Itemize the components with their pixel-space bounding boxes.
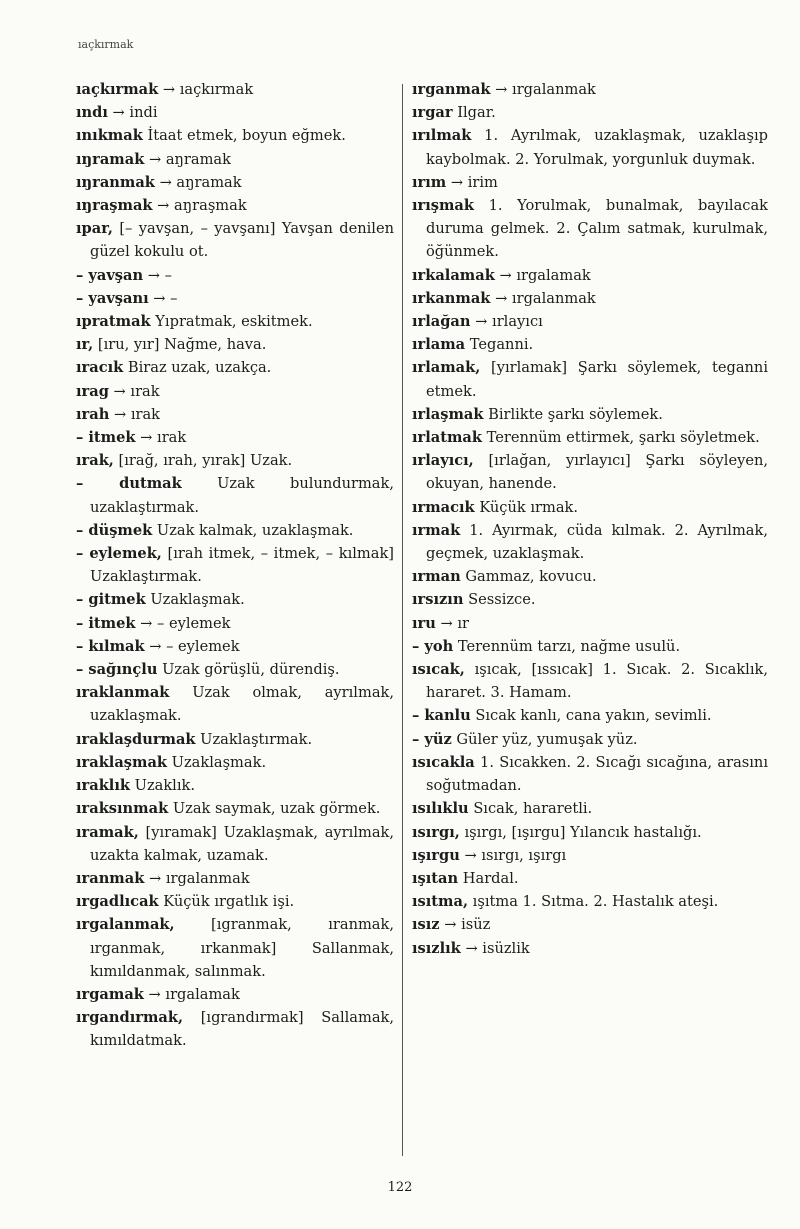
dictionary-entry bbox=[412, 78, 768, 101]
headword: ırgar bbox=[412, 104, 453, 122]
definition: Uzaklaşmak. bbox=[171, 753, 267, 771]
definition: Küçük ırmak. bbox=[479, 498, 579, 516]
headword: ınıkmak bbox=[76, 127, 143, 145]
definition: Gammaz, kovucu. bbox=[465, 568, 597, 586]
dictionary-entry bbox=[76, 612, 394, 635]
definition: Hardal. bbox=[462, 869, 519, 887]
definition: → aŋramak bbox=[148, 150, 231, 168]
headword: ısıtma, bbox=[412, 893, 469, 911]
headword: ırsızın bbox=[412, 591, 464, 609]
definition: [– yavşan, – yavşanı] Yavşan denilen güzel kokulu ot. bbox=[90, 220, 395, 261]
definition: Uzaklaştırmak. bbox=[200, 730, 313, 748]
definition: ışırgı, [ışırgu] Yılancık hastalığı. bbox=[464, 823, 702, 841]
definition: [ıgranmak, ıranmak, ırganmak, ırkanmak] Sallanmak, kımıldanmak, salınmak. bbox=[90, 916, 394, 980]
headword: – yavşan bbox=[76, 266, 144, 284]
dictionary-entry bbox=[76, 1006, 394, 1052]
definition: → aŋraşmak bbox=[157, 197, 247, 215]
definition: Uzak kalmak, uzaklaşmak. bbox=[156, 521, 354, 539]
headword: ırkalamak bbox=[412, 266, 495, 284]
dictionary-entry bbox=[412, 356, 768, 402]
dictionary-entry bbox=[76, 728, 394, 751]
dictionary-entry bbox=[412, 310, 768, 333]
dictionary-entry bbox=[76, 78, 394, 101]
definition: → ısırgı, ışırgı bbox=[464, 846, 567, 864]
definition: → ırgalamak bbox=[148, 985, 240, 1003]
headword: ırman bbox=[412, 568, 461, 586]
definition: Uzaklaşmak. bbox=[150, 591, 245, 609]
dictionary-entry bbox=[412, 124, 768, 170]
headword: – dutmak bbox=[76, 475, 182, 493]
headword: ırılmak bbox=[412, 127, 472, 145]
dictionary-entry bbox=[412, 937, 768, 960]
definition: 1. Ayırmak, cüda kılmak. 2. Ayrılmak, geçmek, uzaklaşmak. bbox=[426, 521, 768, 563]
headword: ırgamak bbox=[76, 985, 144, 1003]
headword: ıŋranmak bbox=[76, 173, 155, 191]
headword: ıpratmak bbox=[76, 313, 151, 331]
dictionary-entry bbox=[76, 449, 394, 472]
definition: [ırağ, ırah, yırak] Uzak. bbox=[118, 452, 293, 470]
headword: ıraklaşmak bbox=[76, 753, 168, 771]
dictionary-entry bbox=[76, 287, 394, 310]
headword: ısırgı, bbox=[412, 823, 460, 841]
headword: ırah bbox=[76, 405, 110, 423]
headword: ırlama bbox=[412, 336, 466, 354]
definition: → ırgalamak bbox=[499, 266, 591, 284]
dictionary-entry bbox=[76, 913, 394, 983]
dictionary-entry bbox=[412, 496, 768, 519]
definition: Terennüm ettirmek, şarkı söyletmek. bbox=[486, 429, 760, 447]
definition: → ırgalanmak bbox=[495, 289, 596, 307]
headword: ışıtan bbox=[412, 869, 459, 887]
dictionary-entry bbox=[412, 867, 768, 890]
headword: – sağınçlu bbox=[76, 661, 158, 679]
dictionary-entry bbox=[76, 821, 394, 867]
definition: Terennüm tarzı, nağme usulü. bbox=[457, 637, 681, 655]
definition: Uzak saymak, uzak görmek. bbox=[172, 800, 381, 818]
dictionary-entry bbox=[76, 890, 394, 913]
headword: ıraksınmak bbox=[76, 800, 169, 818]
dictionary-entry bbox=[76, 472, 394, 518]
dictionary-entry bbox=[412, 333, 768, 356]
dictionary-entry bbox=[76, 148, 394, 171]
dictionary-entry bbox=[76, 635, 394, 658]
dictionary-entry bbox=[412, 565, 768, 588]
definition: [ıgrandırmak] Sallamak, kımıldatmak. bbox=[90, 1009, 394, 1050]
definition: Uzaklık. bbox=[134, 777, 195, 795]
dictionary-entry bbox=[412, 704, 768, 727]
definition: → ır bbox=[440, 614, 469, 632]
running-head: ıaçkırmak bbox=[78, 38, 134, 51]
definition: [yıramak] Uzaklaşmak, ayrılmak, uzakta kalmak, uzamak. bbox=[90, 823, 395, 864]
dictionary-entry bbox=[412, 101, 768, 124]
definition: → irim bbox=[450, 173, 498, 191]
definition: Küçük ırgatlık işi. bbox=[163, 893, 295, 911]
headword: ıpar, bbox=[76, 220, 113, 238]
definition: Sıcak, hararetli. bbox=[473, 800, 593, 818]
definition: → isüz bbox=[444, 916, 491, 934]
dictionary-entry bbox=[76, 217, 394, 263]
definition: → ırgalanmak bbox=[148, 869, 250, 887]
headword: ısızlık bbox=[412, 939, 461, 957]
dictionary-entry bbox=[76, 171, 394, 194]
headword: ıŋramak bbox=[76, 150, 145, 168]
definition: 1. Sıcakken. 2. Sıcağı sıcağına, arasını soğutmadan. bbox=[426, 753, 769, 795]
dictionary-entry bbox=[76, 774, 394, 797]
dictionary-entry bbox=[76, 519, 394, 542]
definition: Ilgar. bbox=[457, 104, 496, 122]
definition: ışıcak, [ıssıcak] 1. Sıcak. 2. Sıcaklık, hararet. 3. Hamam. bbox=[426, 661, 768, 702]
headword: ısıcak, bbox=[412, 661, 465, 679]
headword: ırgadlıcak bbox=[76, 893, 159, 911]
headword: ırlatmak bbox=[412, 429, 482, 447]
headword: ıaçkırmak bbox=[76, 81, 159, 98]
dictionary-entry bbox=[76, 264, 394, 287]
definition: [ıru, yır] Nağme, hava. bbox=[97, 336, 267, 354]
headword: ırım bbox=[412, 173, 447, 191]
dictionary-entry bbox=[412, 797, 768, 820]
definition: → – bbox=[153, 289, 178, 307]
definition: → aŋramak bbox=[159, 173, 242, 191]
dictionary-entry bbox=[76, 588, 394, 611]
dictionary-entry bbox=[412, 635, 768, 658]
definition: 1. Ayrılmak, uzaklaşmak, uzaklaşıp kaybolmak. 2. Yorulmak, yorgunluk duymak. bbox=[426, 127, 769, 168]
headword: ıraklanmak bbox=[76, 684, 170, 702]
page-number: 122 bbox=[387, 1180, 413, 1195]
headword: ırak, bbox=[76, 452, 114, 470]
headword: – düşmek bbox=[76, 521, 153, 539]
headword: ırlayıcı, bbox=[412, 452, 474, 470]
dictionary-entry bbox=[76, 542, 394, 588]
dictionary-entry bbox=[412, 890, 768, 913]
definition: Güler yüz, yumuşak yüz. bbox=[456, 730, 638, 748]
dictionary-entry bbox=[412, 194, 768, 264]
definition: → ırgalanmak bbox=[495, 81, 596, 98]
headword: ıranmak bbox=[76, 869, 145, 887]
definition: → indi bbox=[112, 104, 158, 122]
dictionary-entry bbox=[412, 519, 768, 565]
definition: ışıtma 1. Sıtma. 2. Hastalık ateşi. bbox=[472, 893, 719, 911]
definition: Teganni. bbox=[469, 336, 534, 354]
dictionary-entry bbox=[76, 310, 394, 333]
definition: → ıaçkırmak bbox=[162, 81, 254, 98]
headword: ıracık bbox=[76, 359, 124, 377]
dictionary-entry bbox=[76, 194, 394, 217]
headword: ırışmak bbox=[412, 197, 475, 215]
dictionary-entry bbox=[76, 797, 394, 820]
dictionary-entry bbox=[412, 287, 768, 310]
headword: ırmacık bbox=[412, 498, 475, 516]
headword: ıraklık bbox=[76, 777, 130, 795]
definition: → – bbox=[147, 266, 172, 284]
headword: – itmek bbox=[76, 614, 136, 632]
dictionary-entry bbox=[412, 171, 768, 194]
definition: → ırlayıcı bbox=[475, 313, 543, 331]
dictionary-entry bbox=[412, 913, 768, 936]
headword: ırganmak bbox=[412, 81, 491, 98]
headword: ıŋraşmak bbox=[76, 197, 153, 215]
dictionary-entry bbox=[76, 658, 394, 681]
headword: ıraklaşdurmak bbox=[76, 730, 196, 748]
headword: ısız bbox=[412, 916, 440, 934]
definition: Uzak olmak, ayrılmak, uzaklaşmak. bbox=[90, 684, 394, 725]
dictionary-entry bbox=[76, 426, 394, 449]
dictionary-entry bbox=[412, 403, 768, 426]
headword: ırkanmak bbox=[412, 289, 491, 307]
headword: ır, bbox=[76, 336, 94, 354]
dictionary-entry bbox=[412, 426, 768, 449]
headword: – itmek bbox=[76, 429, 136, 447]
definition: 1. Yorulmak, bunalmak, bayılacak duruma gelmek. 2. Çalım satmak, kurulmak, öğünmek. bbox=[426, 197, 768, 261]
headword: ışırgu bbox=[412, 846, 460, 864]
definition: → – eylemek bbox=[140, 614, 231, 632]
definition: [ırah itmek, – itmek, – kılmak] Uzaklaştırmak. bbox=[90, 545, 394, 586]
dictionary-entry bbox=[76, 124, 394, 147]
headword: – yavşanı bbox=[76, 289, 149, 307]
definition: Sessizce. bbox=[468, 591, 536, 609]
right-column bbox=[412, 78, 768, 960]
definition: Uzak bulundurmak, uzaklaştırmak. bbox=[90, 475, 394, 516]
definition: Sıcak kanlı, cana yakın, sevimli. bbox=[475, 707, 712, 725]
headword: ısıcakla bbox=[412, 753, 475, 771]
headword: ırmak bbox=[412, 521, 461, 539]
headword: – eylemek, bbox=[76, 545, 162, 563]
dictionary-entry bbox=[76, 867, 394, 890]
headword: – yoh bbox=[412, 637, 454, 655]
definition: [yırlamak] Şarkı söylemek, teganni etmek. bbox=[426, 359, 768, 400]
dictionary-entry bbox=[412, 751, 768, 797]
headword: ırag bbox=[76, 382, 109, 400]
definition: İtaat etmek, boyun eğmek. bbox=[147, 127, 346, 145]
headword: ıru bbox=[412, 614, 436, 632]
column-divider bbox=[402, 84, 403, 1156]
dictionary-entry bbox=[76, 101, 394, 124]
dictionary-entry bbox=[76, 403, 394, 426]
headword: ırlamak, bbox=[412, 359, 481, 377]
dictionary-entry bbox=[412, 728, 768, 751]
definition: → ırak bbox=[113, 382, 160, 400]
definition: Birlikte şarkı söylemek. bbox=[488, 405, 663, 423]
headword: ırlaşmak bbox=[412, 405, 484, 423]
dictionary-entry bbox=[412, 844, 768, 867]
headword: – kılmak bbox=[76, 637, 145, 655]
headword: – kanlu bbox=[412, 707, 471, 725]
dictionary-entry bbox=[76, 380, 394, 403]
dictionary-entry bbox=[412, 588, 768, 611]
dictionary-entry bbox=[76, 681, 394, 727]
headword: – gitmek bbox=[76, 591, 146, 609]
definition: Biraz uzak, uzakça. bbox=[127, 359, 272, 377]
dictionary-entry bbox=[76, 333, 394, 356]
dictionary-entry bbox=[412, 449, 768, 495]
dictionary-entry bbox=[412, 612, 768, 635]
dictionary-entry bbox=[412, 264, 768, 287]
definition: → isüzlik bbox=[465, 939, 530, 957]
headword: ındı bbox=[76, 104, 108, 122]
definition: Yıpratmak, eskitmek. bbox=[155, 313, 313, 331]
definition: → ırak bbox=[140, 429, 187, 447]
headword: – yüz bbox=[412, 730, 452, 748]
headword: ısılıklu bbox=[412, 800, 469, 818]
definition: → ırak bbox=[113, 405, 161, 423]
headword: ıramak, bbox=[76, 823, 139, 841]
dictionary-entry bbox=[412, 658, 768, 704]
dictionary-entry bbox=[76, 983, 394, 1006]
definition: Uzak görüşlü, dürendiş. bbox=[162, 661, 340, 679]
headword: ırgandırmak, bbox=[76, 1009, 184, 1027]
dictionary-entry bbox=[76, 751, 394, 774]
dictionary-entry bbox=[76, 356, 394, 379]
definition: → – eylemek bbox=[149, 637, 240, 655]
dictionary-entry bbox=[412, 821, 768, 844]
headword: ırgalanmak, bbox=[76, 916, 175, 934]
left-column bbox=[76, 78, 394, 1053]
headword: ırlağan bbox=[412, 313, 471, 331]
definition: [ırlağan, yırlayıcı] Şarkı söyleyen, okuyan, hanende. bbox=[426, 452, 768, 493]
